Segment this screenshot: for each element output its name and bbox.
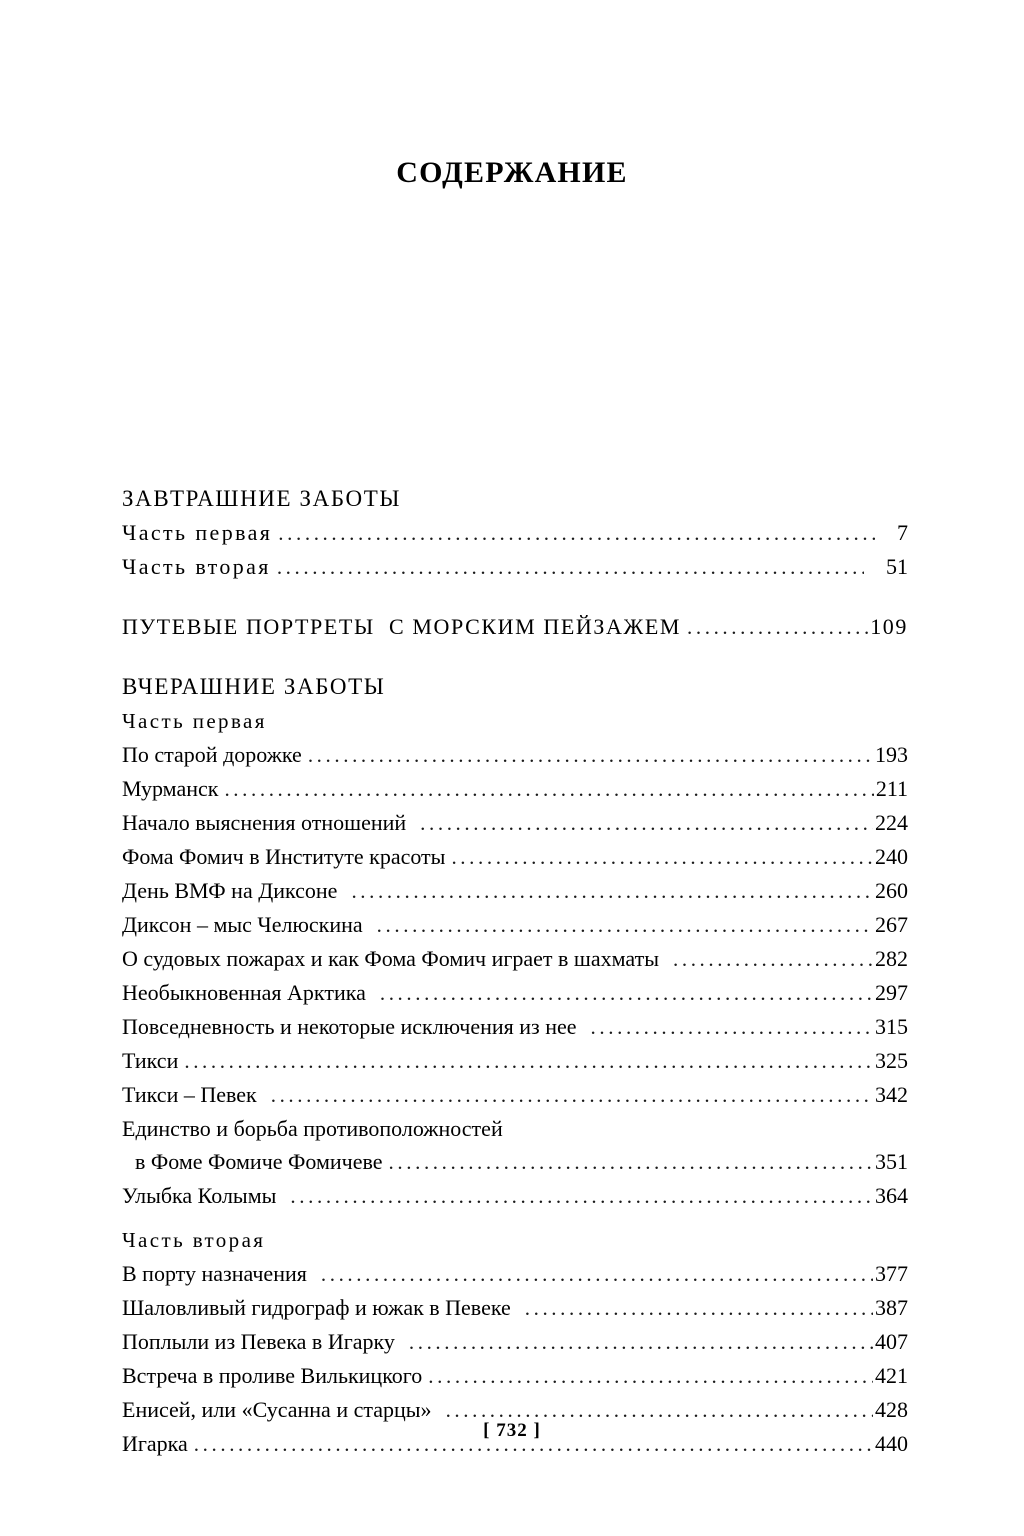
toc-entry-label: Повседневность и некоторые исключения из нее [122,1014,577,1039]
part-heading-second: Часть вторая [122,1228,266,1252]
section-heading-zavtrashnie: ЗАВТРАШНИЕ ЗАБОТЫ [122,486,401,511]
part-heading-first: Часть первая [122,709,267,733]
spacer [122,644,908,670]
toc-entry-label: в Фоме Фомиче Фомичеве [135,1149,383,1174]
leader-dots [525,1292,873,1325]
toc-entry-label: Поплыли из Певека в Игарку [122,1329,395,1354]
toc-entry-page: 315 [875,1014,908,1039]
toc-entry-label: Фома Фомич в Институте красоты [122,844,446,869]
leader-dots [380,977,873,1010]
section-heading-page: 109 [870,614,908,639]
toc-entry-label: По старой дорожке [122,742,302,767]
toc-entry[interactable] [122,1179,908,1213]
toc-entry-label: Часть первая [122,520,273,545]
page-title: СОДЕРЖАНИЕ [396,156,628,189]
toc-entry-page: 51 [886,554,908,579]
toc-entry-page: 267 [875,912,908,937]
leader-dots [409,1326,873,1359]
toc-entry-label: Начало выяснения отношений [122,810,407,835]
toc-entry[interactable] [122,840,908,874]
section-heading-vcherashnie: ВЧЕРАШНИЕ ЗАБОТЫ [122,674,386,699]
leader-dots [687,611,868,644]
toc-entry[interactable] [122,976,908,1010]
page-folio: [ 732 ] [483,1420,541,1441]
leader-dots [591,1011,873,1044]
toc-entry-page: 387 [875,1295,908,1320]
toc-entry-label: О судовых пожарах и как Фома Фомич играет в шахматы [122,946,659,971]
toc-entry-label: День ВМФ на Диксоне [122,878,338,903]
leader-dots [673,943,873,976]
toc-entry-page: 364 [875,1183,908,1208]
toc-entry[interactable] [122,908,908,942]
toc-entry-label: Диксон – мыс Челюскина [122,912,363,937]
toc-entry-label-line1: Единство и борьба противоположностей [122,1116,503,1141]
leader-dots [224,773,873,806]
toc-entry[interactable] [122,550,908,584]
leader-dots [377,909,873,942]
section-heading-putevye-portrety[interactable] [122,610,908,644]
toc-entry[interactable] [122,1257,908,1291]
toc-entry-page: 297 [875,980,908,1005]
leader-dots [451,841,873,874]
toc-entry-label: Необыкновенная Арктика [122,980,366,1005]
toc-entry-label: Игарка [122,1431,188,1456]
toc-entry[interactable] [122,806,908,840]
toc-entry-page: 342 [875,1082,908,1107]
toc-entry-page: 193 [875,742,908,767]
toc-entry-page: 211 [875,776,908,801]
section-heading-label: ПУТЕВЫЕ ПОРТРЕТЫ С МОРСКИМ ПЕЙЗАЖЕМ [122,614,682,639]
leader-dots [420,807,873,840]
leader-dots [271,1079,873,1112]
spacer [122,1213,908,1223]
toc-entry-label: Встреча в проливе Вилькицкого [122,1363,423,1388]
leader-dots [290,1180,873,1213]
leader-dots [428,1360,873,1393]
toc-list [122,482,908,1461]
leader-dots [277,551,864,584]
toc-entry-page: 325 [875,1048,908,1073]
toc-entry-label: Улыбка Колымы [122,1183,277,1208]
toc-entry-page: 282 [875,946,908,971]
toc-entry-label: Шаловливый гидрограф и южак в Певеке [122,1295,511,1320]
leader-dots [389,1146,873,1179]
toc-entry-label: Енисей, или «Сусанна и старцы» [122,1397,432,1422]
toc-entry-page: 421 [875,1363,908,1388]
toc-entry-label: Тикси – Певек [122,1082,257,1107]
toc-entry-page: 224 [875,810,908,835]
spacer [122,584,908,610]
toc-entry[interactable] [122,1078,908,1112]
toc-entry[interactable] [122,942,908,976]
toc-entry-label: Часть вторая [122,554,271,579]
toc-entry-page: 260 [875,878,908,903]
toc-entry-page: 407 [875,1329,908,1354]
toc-entry[interactable] [122,772,908,806]
toc-entry-page: 377 [875,1261,908,1286]
toc-entry-page: 428 [875,1397,908,1422]
leader-dots [308,739,873,772]
toc-entry-label: В порту назначения [122,1261,307,1286]
toc-entry-page: 7 [897,520,908,545]
toc-entry[interactable] [122,874,908,908]
toc-entry-page: 351 [875,1149,908,1174]
toc-entry[interactable] [122,1010,908,1044]
toc-entry[interactable] [122,738,908,772]
toc-entry-label: Мурманск [122,776,219,801]
toc-entry-label: Тикси [122,1048,179,1073]
toc-entry-page: 440 [875,1431,908,1456]
leader-dots [351,875,873,908]
toc-entry[interactable] [122,1359,908,1393]
toc-entry[interactable] [122,1145,908,1179]
toc-entry[interactable] [122,1291,908,1325]
leader-dots [321,1258,873,1291]
toc-entry[interactable] [122,1325,908,1359]
toc-entry[interactable] [122,1044,908,1078]
leader-dots [278,517,875,550]
toc-entry[interactable] [122,516,908,550]
toc-entry-page: 240 [875,844,908,869]
leader-dots [184,1045,873,1078]
